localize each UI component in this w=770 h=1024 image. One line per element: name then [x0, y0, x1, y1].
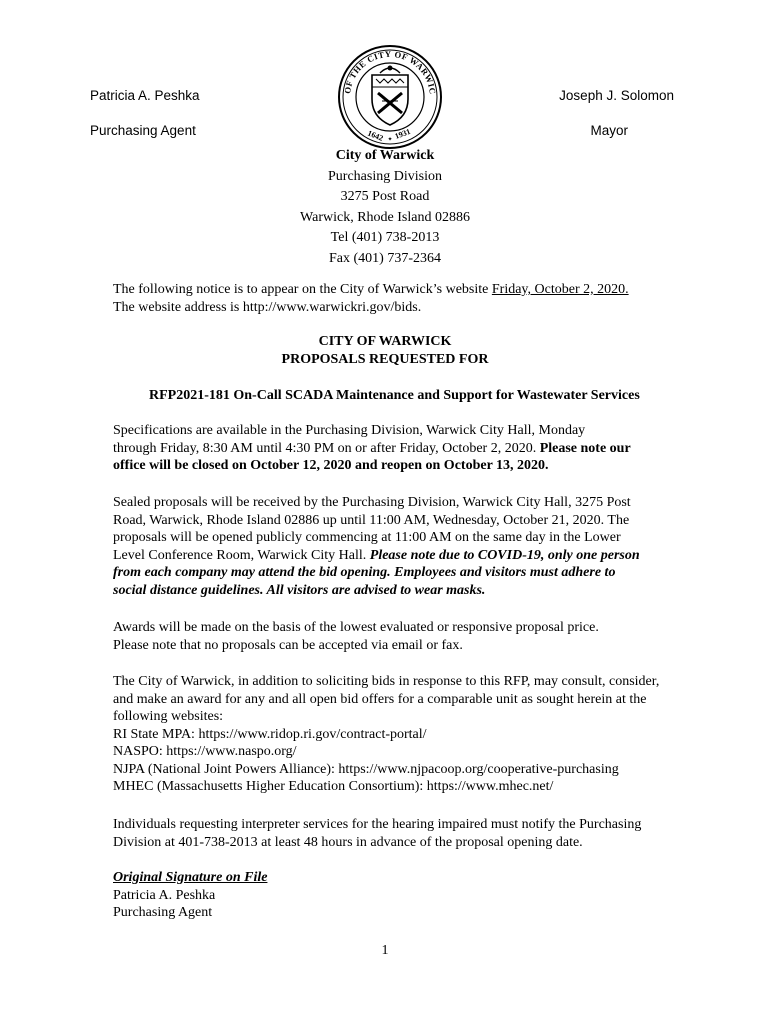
consult-paragraph: [113, 673, 713, 796]
svg-text:1642: 1642: [366, 128, 385, 143]
signature-label: Original Signature on File: [113, 870, 268, 885]
sealed-line3: proposals will be opened publicly commencing at 11:00 AM on the same day in the Lower: [113, 530, 621, 545]
sealed-line4: Level Conference Room, Warwick City Hall.: [113, 547, 370, 563]
signature-name: Patricia A. Peshka: [113, 887, 216, 903]
consult-site-naspo: NASPO: https://www.naspo.org/: [113, 744, 297, 759]
specs-line3-bold: office will be closed on October 12, 2020 and reopen on October 13, 2020.: [113, 458, 549, 473]
header-right-title: Mayor: [590, 123, 628, 138]
letterhead-street: 3275 Post Road: [340, 189, 430, 204]
sealed-line5-emphasis: from each company may attend the bid opening. Employees and visitors must adhere to: [113, 565, 616, 580]
specs-line2: through Friday, 8:30 AM until 4:30 PM on or after Friday, October 2, 2020.: [113, 440, 540, 456]
sealed-paragraph: [113, 494, 713, 599]
interpreter-line2: Division at 401-738-2013 at least 48 hours in advance of the proposal opening date.: [113, 834, 583, 850]
interpreter-paragraph: [113, 816, 713, 851]
header-left-title: Purchasing Agent: [90, 123, 196, 138]
signature-title: Purchasing Agent: [113, 905, 213, 920]
letterhead-city: Warwick, Rhode Island 02886: [300, 209, 470, 225]
notice-paragraph: [113, 281, 713, 316]
letterhead-fax: Fax (401) 737-2364: [329, 250, 441, 266]
page-number: 1: [381, 943, 389, 958]
consult-site-mhec: MHEC (Massachusetts Higher Education Consortium): https://www.mhec.net/: [113, 779, 554, 794]
svg-text:SEAL OF THE CITY OF WARWICK R.: OF THE CITY OF WARWIC: [342, 48, 439, 96]
header-right-name: Joseph J. Solomon: [559, 88, 674, 103]
sealed-line2: Road, Warwick, Rhode Island 02886 up until 11:00 AM, Wednesday, October 21, 2020. The: [113, 512, 630, 528]
specs-line1: Specifications are available in the Purchasing Division, Warwick City Hall, Monday: [113, 423, 586, 438]
notice-website: The website address is http://www.warwickri.gov/bids.: [113, 299, 422, 315]
notice-date: Friday, October 2, 2020.: [491, 282, 629, 297]
svg-text:✦: ✦: [387, 137, 393, 143]
consult-site-ri: RI State MPA: https://www.ridop.ri.gov/contract-portal/: [113, 726, 427, 742]
letterhead-division: Purchasing Division: [328, 168, 442, 184]
specs-line2-bold: Please note our: [539, 440, 631, 456]
consult-line3: following websites:: [113, 709, 224, 724]
sealed-line1: Sealed proposals will be received by the Purchasing Division, Warwick City Hall, 3275 Post: [113, 495, 631, 510]
city-seal-graphic: [336, 43, 444, 151]
title-proposals: PROPOSALS REQUESTED FOR: [281, 352, 489, 367]
awards-paragraph: [113, 619, 713, 654]
sealed-line4-emphasis: Please note due to COVID-19, only one person: [369, 547, 640, 563]
title-city: CITY OF WARWICK: [318, 334, 452, 349]
letterhead: [0, 146, 770, 269]
specs-paragraph: [113, 422, 713, 475]
consult-line2: and make an award for any and all open bid offers for a comparable unit as sought herein at the: [113, 691, 647, 707]
interpreter-line1: Individuals requesting interpreter services for the hearing impaired must notify the Purchasing: [113, 817, 642, 832]
notice-line1: The following notice is to appear on the City of Warwick’s website: [113, 282, 492, 297]
svg-text:1931: 1931: [393, 126, 412, 141]
letterhead-org: City of Warwick: [335, 148, 435, 163]
consult-site-njpa: NJPA (National Joint Powers Alliance): https://www.njpacoop.org/cooperative-purchasing: [113, 761, 619, 777]
rfp-title: RFP2021-181 On-Call SCADA Maintenance and Support for Wastewater Services: [149, 388, 640, 403]
header-left-name: Patricia A. Peshka: [90, 88, 200, 103]
awards-line1: Awards will be made on the basis of the lowest evaluated or responsive proposal price.: [113, 620, 599, 635]
title-block: [0, 333, 770, 369]
city-seal-logo: [336, 43, 444, 151]
consult-line1: The City of Warwick, in addition to soliciting bids in response to this RFP, may consult, consider,: [113, 674, 660, 689]
letterhead-tel: Tel (401) 738-2013: [330, 230, 440, 245]
awards-line2: Please note that no proposals can be accepted via email or fax.: [113, 637, 463, 653]
signature-block: [113, 869, 713, 922]
sealed-line6-emphasis: social distance guidelines. All visitors are advised to wear masks.: [113, 582, 486, 598]
